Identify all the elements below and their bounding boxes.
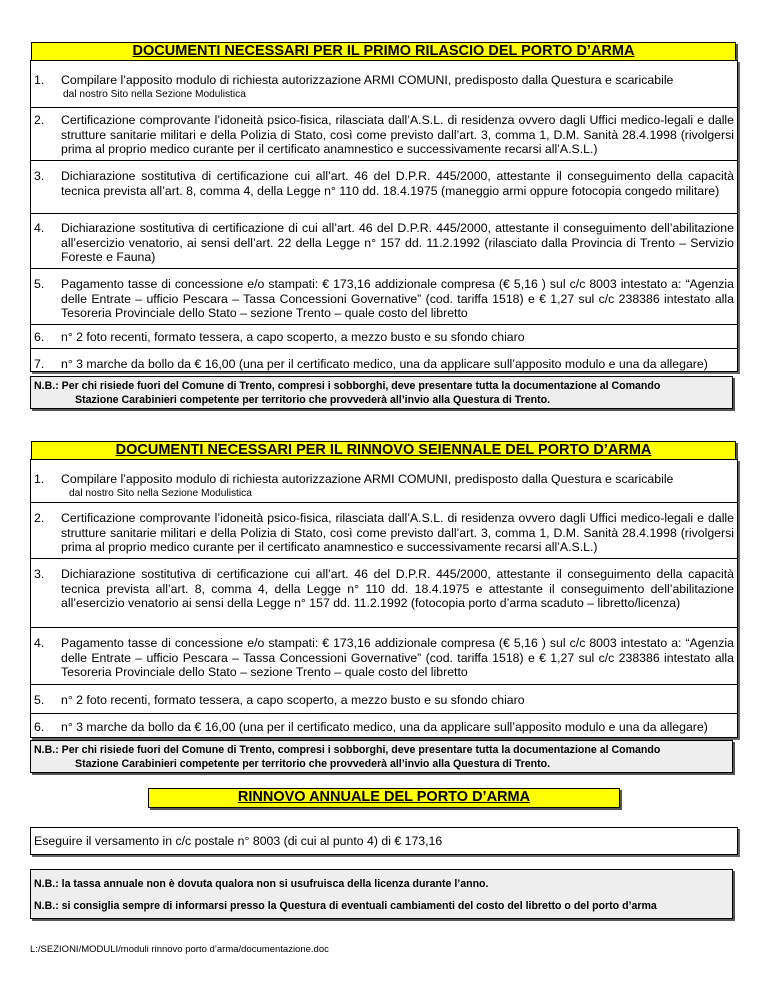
section2-note: N.B.: Per chi risiede fuori del Comune di Trento, compresi i sobborghi, deve presentare tutta la documentazione al Comando Stazione Carabinieri competente per territorio che provvederà all’invio alla Questura di Trento.	[30, 740, 733, 773]
section1-list	[30, 60, 738, 372]
item-text: n° 3 marche da bollo da € 16,00 (una per il certificato medico, una da applicare sull’apposito modulo e una da allegare)	[61, 720, 708, 734]
section2-title: DOCUMENTI NECESSARI PER IL RINNOVO SEIENNALE DEL PORTO D’ARMA	[31, 441, 736, 461]
section2-list	[30, 459, 738, 738]
item-text: Certificazione comprovante l’idoneità psico-fisica, rilasciata dall’A.S.L. di residenza ovvero dagli Uffici medico-legali e dalle strutture sanitarie militari e della Polizia di Stato, così come previsto dall’art. 3, comma 1, D.M. Sanità 28.4.1998 (rivolgersi prima al proprio medico curante per il certificato anamnestico e successivamente recarsi all’A.S.L.)	[61, 113, 734, 157]
item-text: n° 2 foto recenti, formato tessera, a capo scoperto, a mezzo busto e su sfondo chiaro	[61, 693, 525, 707]
list-item	[31, 61, 737, 108]
list-item	[31, 503, 737, 559]
item-number: 7.	[34, 357, 45, 371]
section3-note-2: N.B.: si consiglia sempre di informarsi presso la Questura di eventuali cambiamenti del costo del libretto o del porto d’arma	[34, 900, 657, 912]
item-text: n° 3 marche da bollo da € 16,00 (una per il certificato medico, una da applicare sull’apposito modulo e una da allegare)	[61, 357, 708, 371]
list-item	[31, 559, 737, 628]
item-number: 4.	[34, 221, 45, 235]
section3-note-1: N.B.: la tassa annuale non è dovuta qualora non si usufruisca della licenza durante l’anno.	[34, 878, 489, 890]
item-number: 5.	[34, 693, 45, 707]
item-text: Dichiarazione sostitutiva di certificazione cui all’art. 46 del D.P.R. 445/2000, attestante il conseguimento della capacità tecnica prevista all’art. 8, comma 4, della Legge n° 110 dd. 18.4.1975 (maneggio armi oppure fotocopia congedo militare)	[61, 169, 734, 198]
item-subtext: dal nostro Sito nella Sezione Modulistica	[63, 88, 246, 100]
list-item	[31, 325, 737, 349]
list-item	[31, 269, 737, 325]
section1-title: DOCUMENTI NECESSARI PER IL PRIMO RILASCIO DEL PORTO D’ARMA	[31, 42, 736, 62]
item-subtext: dal nostro Sito nella Sezione Modulistica	[69, 487, 252, 499]
item-number: 6.	[34, 720, 45, 734]
section3-box	[30, 827, 738, 855]
item-text: Compilare l’apposito modulo di richiesta autorizzazione ARMI COMUNI, predisposto dalla Questura e scaricabile dal nostro Sito nella Sezione Modulistica	[61, 73, 734, 102]
item-text: Dichiarazione sostitutiva di certificazione cui all’art. 46 del D.P.R. 445/2000, attestante il conseguimento della capacità tecnica prevista all’art. 8, comma 4, della Legge n° 110 dd. 18.4.1975 e attestante il conseguimento dell’abilitazione all’esercizio venatorio ai sensi della Legge n° 157 dd. 11.2.1992 (fotocopia porto d’arma scaduto – libretto/licenza)	[61, 567, 734, 611]
item-text: n° 2 foto recenti, formato tessera, a capo scoperto, a mezzo busto e su sfondo chiaro	[61, 330, 525, 344]
item-number: 2.	[34, 113, 45, 127]
footer-path: L:/SEZIONI/MODULI/moduli rinnovo porto d’arma/documentazione.doc	[30, 944, 329, 955]
item-number: 4.	[34, 636, 45, 650]
item-number: 1.	[34, 73, 45, 87]
item-number: 1.	[34, 472, 45, 486]
item-number: 5.	[34, 277, 45, 291]
item-text: Pagamento tasse di concessione e/o stampati: € 173,16 addizionale compresa (€ 5,16 ) sul c/c 8003 intestato a: “Agenzia delle Entrate – ufficio Pescara – Tassa Concessioni Governative” (cod. tariffa 1518) e € 1,27 sul c/c 238386 intestato alla Tesoreria Provinciale dello Stato – sezione Trento – quale costo del libretto	[61, 636, 734, 680]
item-number: 3.	[34, 169, 45, 183]
list-item	[31, 628, 737, 685]
item-text: Compilare l’apposito modulo di richiesta autorizzazione ARMI COMUNI, predisposto dalla Questura e scaricabile dal nostro Sito nella Sezione Modulistica	[61, 472, 734, 501]
list-item	[31, 161, 737, 214]
section3-text: Eseguire il versamento in c/c postale n° 8003 (di cui al punto 4) di € 173,16	[34, 834, 443, 848]
item-text: Certificazione comprovante l’idoneità psico-fisica, rilasciata dall’A.S.L. di residenza ovvero dagli Uffici medico-legali e dalle strutture sanitarie militari e della Polizia di Stato, così come previsto dall’art. 3, comma 1, D.M. Sanità 28.4.1998 (rivolgersi prima al proprio medico curante per il certificato anamnestico e successivamente recarsi all’A.S.L.)	[61, 511, 734, 555]
list-item	[31, 685, 737, 714]
item-text: Dichiarazione sostitutiva di certificazione di cui all’art. 46 del D.P.R. 445/2000, attestante il conseguimento dell’abilitazione all’esercizio venatorio, ai sensi dell’art. 22 della Legge n° 157 dd. 11.2.1992 (rilasciato dalla Provincia di Trento – Servizio Foreste e Fauna)	[61, 221, 734, 265]
section3-title: RINNOVO ANNUALE DEL PORTO D’ARMA	[148, 788, 620, 808]
item-text: Pagamento tasse di concessione e/o stampati: € 173,16 addizionale compresa (€ 5,16 ) sul c/c 8003 intestato a: “Agenzia delle Entrate – ufficio Pescara – Tassa Concessioni Governative” (cod. tariffa 1518) e € 1,27 sul c/c 238386 intestato alla Tesoreria Provinciale dello Stato – sezione Trento – quale costo del libretto	[61, 277, 734, 321]
list-item	[31, 349, 737, 377]
list-item	[31, 714, 737, 742]
item-number: 2.	[34, 511, 45, 525]
list-item	[31, 214, 737, 269]
item-number: 6.	[34, 330, 45, 344]
item-number: 3.	[34, 567, 45, 581]
list-item	[31, 460, 737, 503]
section3-notes	[30, 869, 733, 919]
list-item	[31, 108, 737, 161]
section1-note: N.B.: Per chi risiede fuori del Comune di Trento, compresi i sobborghi, deve presentare tutta la documentazione al Comando Stazione Carabinieri competente per territorio che provvederà all’invio alla Questura di Trento.	[30, 376, 733, 409]
